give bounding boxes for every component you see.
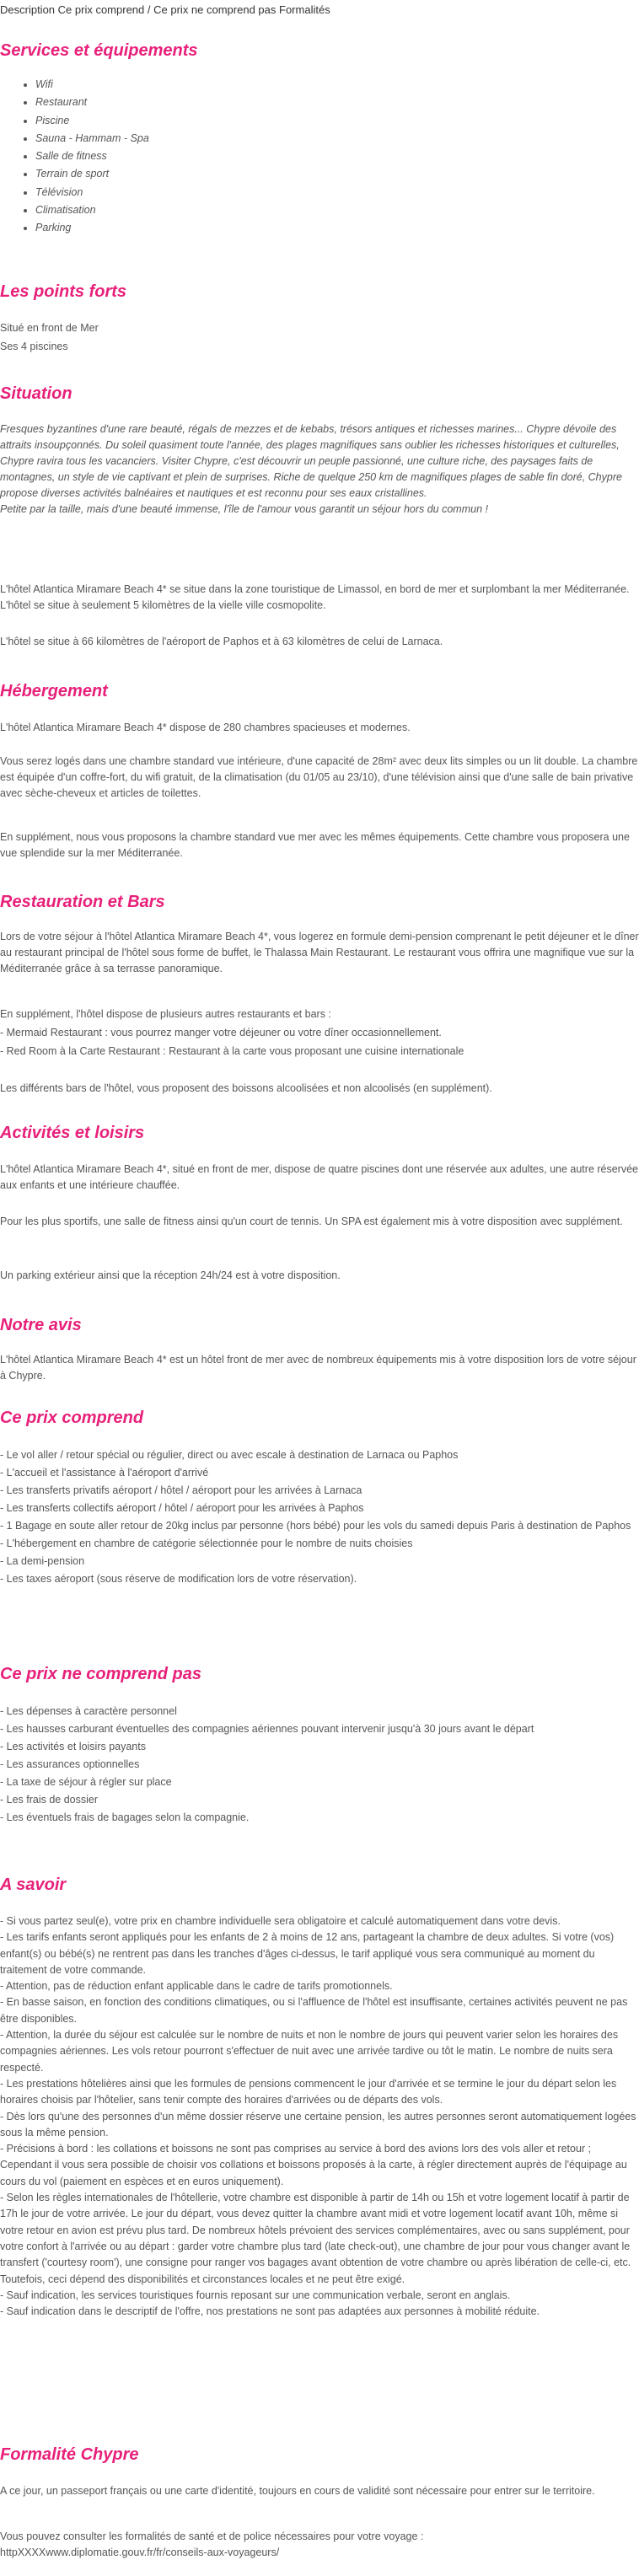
points-list — [0, 319, 639, 356]
list-item: - Les transferts collectifs aéroport / hôtel / aéroport pour les arrivées à Paphos — [0, 1502, 364, 1514]
list-item: • Piscine — [35, 112, 639, 130]
list-item: - Selon les règles internationales de l'hôtellerie, votre chambre est disponible à partir de 14h ou 15h et votre logement locatif à partir de 17h le jour de votre arrivée. Le jour du départ, vous devez quitter la chambre avant midi et votre logement locatif avant 10h, même si votre retour en avion est prévu plus tard. De nombreux hôtels prévoient des services complémentaires, avec ou sans supplément, pour votre confort à l'arrivée ou au départ : garder votre chambre plus tard (late check-out), une chambre de jour pour vous changer avant le transfert ('courtesy room'), une consigne pour ranger vos bagages avant obtention de votre chambre ou après libération de celle-ci, etc. Toutefois, ceci dépend des disponibilités et circonstances locales et ne peut être exigé. — [0, 2192, 631, 2285]
hebergement-heading: Hébergement — [0, 682, 108, 700]
activites-pools: L'hôtel Atlantica Miramare Beach 4*, situé en front de mer, dispose de quatre piscines dont une réservée aux adultes, une autre réservée aux enfants et une intérieure chauffée. — [0, 1163, 639, 1191]
nav-tab-description[interactable]: Description — [0, 3, 56, 16]
situation-body — [0, 421, 639, 518]
list-item: • Wifi — [35, 76, 639, 94]
situation-location: L'hôtel Atlantica Miramare Beach 4* se situe dans la zone touristique de Limassol, en bord de mer et surplombant la mer Méditerranée. L'hôtel se situe à seulement 5 kilomètres de la vielle ville cosmopolite. — [0, 583, 630, 611]
list-item: - La demi-pension — [0, 1555, 85, 1567]
necomprend-list — [0, 1703, 639, 1827]
formalite-consult — [0, 2529, 639, 2561]
comprend-heading: Ce prix comprend — [0, 1409, 144, 1427]
list-item: • Restaurant — [35, 94, 639, 111]
restauration-extra-red-room: - Red Room à la Carte Restaurant : Restaurant à la carte vous proposant une cuisine internationale — [0, 1045, 464, 1057]
top-nav — [0, 0, 639, 19]
list-item: • Sauna - Hammam - Spa — [35, 130, 639, 148]
restauration-bars: Les différents bars de l'hôtel, vous proposent des boissons alcoolisées et non alcoolisés (en supplément). — [0, 1082, 492, 1094]
situation-heading: Situation — [0, 384, 72, 403]
list-item: • Parking — [35, 219, 639, 237]
list-item: - En basse saison, en fonction des conditions climatiques, ou si l'affluence de l'hôtel est insuffisante, certaines activités peuvent ne pas être disponibles. — [0, 1996, 628, 2025]
list-item: • Télévision — [35, 184, 639, 201]
restauration-half-board: Lors de votre séjour à l'hôtel Atlantica Miramare Beach 4*, vous logerez en formule demi-pension comprenant le petit déjeuner et le dîner au restaurant principal de l'hôtel sous forme de buffet, le Thalassa Main Restaurant. Le restaurant vous offrira une magnifique vue sur la Méditerranée grâce à sa terrasse panoramique. — [0, 931, 639, 974]
list-item: • Climatisation — [35, 201, 639, 219]
services-heading: Services et équipements — [0, 41, 198, 60]
savoir-heading: A savoir — [0, 1876, 67, 1894]
nav-separator: / — [147, 3, 151, 16]
restauration-extras — [0, 1005, 639, 1060]
list-item: - Les éventuels frais de bagages selon la compagnie. — [0, 1811, 250, 1823]
formalite-heading: Formalité Chypre — [0, 2445, 139, 2464]
formalite-consult-text: Vous pouvez consulter les formalités de santé et de police nécessaires pour votre voyage : — [0, 2530, 424, 2542]
list-item: - Sauf indication, les services touristiques fournis reposant sur une communication verbale, seront en anglais. — [0, 2289, 511, 2301]
activites-heading: Activités et loisirs — [0, 1124, 145, 1142]
avis-text: L'hôtel Atlantica Miramare Beach 4* est un hôtel front de mer avec de nombreux équipements mis à votre disposition lors de votre séjour à Chypre. — [0, 1354, 636, 1382]
list-item: - Les transferts privatifs aéroport / hôtel / aéroport pour les arrivées à Larnaca — [0, 1484, 362, 1496]
nav-tab-prix-comprend[interactable]: Ce prix comprend — [57, 3, 145, 16]
points-heading: Les points forts — [0, 282, 127, 301]
list-item: - Les prestations hôtelières ainsi que les formules de pensions commencent le jour d'arrivée et se termine le jour du départ selon les horaires choisis par l'hôtelier, sans tenir compte des horaires d'arrivées ou de départs des vols. — [0, 2077, 617, 2106]
list-item: - Les tarifs enfants seront appliqués pour les enfants de 2 à moins de 12 ans, partageant la chambre de deux adultes. Si votre (vos) enfant(s) ou bébé(s) ne rentrent pas dans les tranches d'âges ci-dessus, le tarif appliqué vous sera communiqué au moment du traitement de votre commande. — [0, 1931, 615, 1976]
situation-intro-end: Petite par la taille, mais d'une beauté immense, l'île de l'amour vous garantit un séjour hors du commun ! — [0, 503, 488, 515]
list-item: - Les frais de dossier — [0, 1794, 99, 1806]
list-item: - Les assurances optionnelles — [0, 1758, 140, 1770]
comprend-list — [0, 1446, 639, 1588]
list-item: Ses 4 piscines — [0, 341, 68, 352]
nav-tab-formalites[interactable]: Formalités — [279, 3, 330, 16]
list-item: - Attention, la durée du séjour est calculée sur le nombre de nuits et non le nombre de jours qui peuvent varier selon les horaires des compagnies aériennes. Les vols retour pourront s'effectuer de nuit avec une arrivée tardive ou tôt le matin. Le nombre de nuits sera respecté. — [0, 2029, 619, 2074]
list-item: - L'accueil et l'assistance à l'aéroport d'arrivé — [0, 1467, 209, 1479]
situation-intro: Fresques byzantines d'une rare beauté, régals de mezzes et de kebabs, trésors antiques et richesses marines... Chypre dévoile des attraits insoupçonnés. Du soleil quasiment toute l'année, des plages magnifiques sans oublier les richesses historiques et culturelles, Chypre ravira tous les vacanciers. Visiter Chypre, c'est découvrir un peuple passionné, une culture riche, des paysages faits de montagnes, un style de vie captivant et plein de surprises. Riche de quelque 250 km de magnifiques plages de sable fin doré, Chypre propose diverses activités balnéaires et nautiques et est reconnu pour ses eaux cristallines. — [0, 423, 622, 499]
necomprend-heading: Ce prix ne comprend pas — [0, 1665, 201, 1683]
list-item: - Le vol aller / retour spécial ou régulier, direct ou avec escale à destination de Larnaca ou Paphos — [0, 1449, 459, 1461]
hebergement-rooms: L'hôtel Atlantica Miramare Beach 4* dispose de 280 chambres spacieuses et modernes. — [0, 722, 411, 733]
list-item: - Sauf indication dans le descriptif de l'offre, nos prestations ne sont pas adaptées aux personnes à mobilité réduite. — [0, 2305, 540, 2318]
list-item: - Les dépenses à caractère personnel — [0, 1705, 177, 1717]
list-item: Situé en front de Mer — [0, 322, 99, 334]
list-item: • Terrain de sport — [35, 165, 639, 183]
savoir-list — [0, 1913, 639, 2320]
formalite-documents: A ce jour, un passeport français ou une carte d'identité, toujours en cours de validité sont nécessaire pour entrer sur le territoire. — [0, 2485, 595, 2497]
formalite-link[interactable]: httpXXXXwww.diplomatie.gouv.fr/fr/conseils-aux-voyageurs/ — [0, 2546, 280, 2558]
activites-sports: Pour les plus sportifs, une salle de fitness ainsi qu'un court de tennis. Un SPA est également mis à votre disposition avec supplément. — [0, 1216, 623, 1227]
list-item: - Si vous partez seul(e), votre prix en chambre individuelle sera obligatoire et calculé automatiquement dans votre devis. — [0, 1915, 561, 1927]
hebergement-sea-view: En supplément, nous vous proposons la chambre standard vue mer avec les mêmes équipements. Cette chambre vous proposera une vue splendide sur la mer Méditerranée. — [0, 831, 630, 859]
avis-heading: Notre avis — [0, 1316, 82, 1334]
activites-parking: Un parking extérieur ainsi que la réception 24h/24 est à votre disposition. — [0, 1269, 341, 1281]
nav-tab-prix-ne-comprend-pas[interactable]: Ce prix ne comprend pas — [153, 3, 277, 16]
list-item: - 1 Bagage en soute aller retour de 20kg inclus par personne (hors bébé) pour les vols du samedi depuis Paris à destination de Paphos — [0, 1520, 631, 1532]
list-item: - L'hébergement en chambre de catégorie sélectionnée pour le nombre de nuits choisies — [0, 1538, 413, 1549]
restauration-extra-mermaid: - Mermaid Restaurant : vous pourrez manger votre déjeuner ou votre dîner occasionnellement. — [0, 1027, 442, 1038]
list-item: - Précisions à bord : les collations et boissons ne sont pas comprises au service à bord des avions lors des vols aller et retour ; Cependant il vous sera possible de choisir vos collations et boissons proposés à la carte, à régler directement auprès de l'équipage au cours du vol (paiement en espèces et en euros uniquement). — [0, 2143, 627, 2187]
restauration-extras-intro: En supplément, l'hôtel dispose de plusieurs autres restaurants et bars : — [0, 1008, 331, 1020]
list-item: - La taxe de séjour à régler sur place — [0, 1776, 172, 1788]
restauration-heading: Restauration et Bars — [0, 893, 165, 911]
hebergement-standard: Vous serez logés dans une chambre standard vue intérieure, d'une capacité de 28m² avec deux lits simples ou un lit double. La chambre est équipée d'un coffre-fort, du wifi gratuit, de la climatisation (du 01/05 au 23/10), d'une télévision ainsi que d'une salle de bain privative avec sèche-cheveux et articles de toilettes. — [0, 755, 638, 799]
list-item: - Dès lors qu'une des personnes d'un même dossier réserve une certaine pension, les autres personnes seront automatiquement logées sous la même pension. — [0, 2110, 636, 2139]
list-item: - Les taxes aéroport (sous réserve de modification lors de votre réservation). — [0, 1573, 357, 1585]
list-item: - Les activités et loisirs payants — [0, 1741, 146, 1752]
services-list — [0, 76, 639, 238]
list-item: • Salle de fitness — [35, 148, 639, 165]
situation-airports: L'hôtel se situe à 66 kilomètres de l'aéroport de Paphos et à 63 kilomètres de celui de Larnaca. — [0, 636, 443, 647]
list-item: - Les hausses carburant éventuelles des compagnies aériennes pouvant intervenir jusqu'à 30 jours avant le départ — [0, 1723, 534, 1735]
list-item: - Attention, pas de réduction enfant applicable dans le cadre de tarifs promotionnels. — [0, 1980, 393, 1993]
